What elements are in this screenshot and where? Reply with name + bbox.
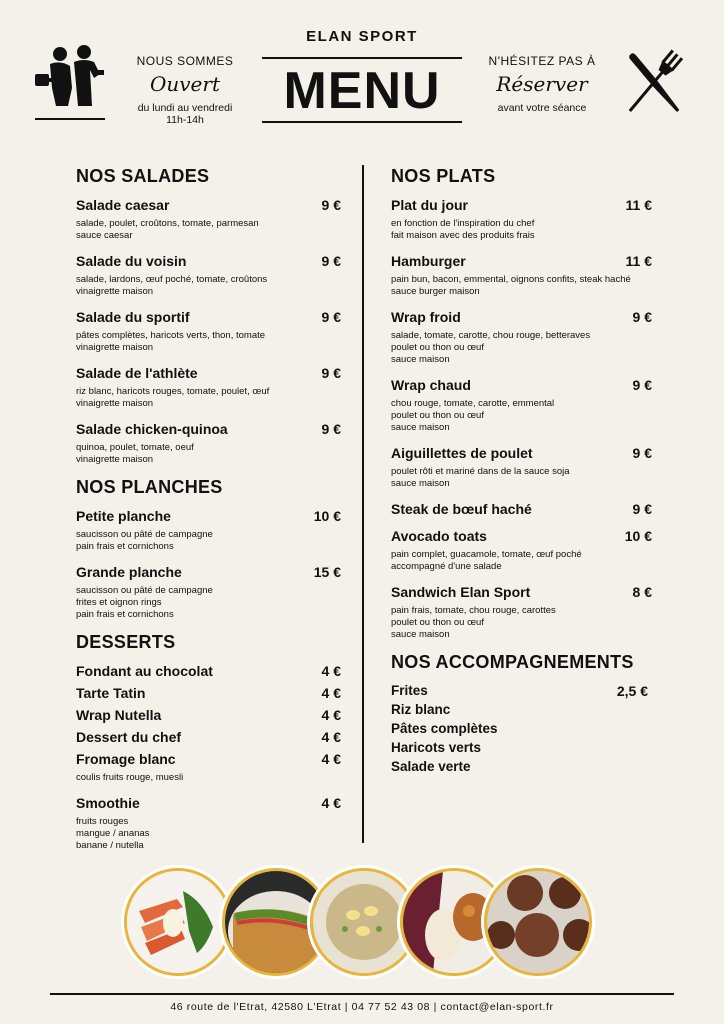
menu-item-name: Plat du jour [391,197,468,213]
menu-item-name: Fromage blanc [76,751,176,767]
description-line: pain bun, bacon, emmental, oignons confits, steak haché [391,274,631,285]
menu-item [76,197,341,242]
menu-item-row [76,729,341,745]
menu-item-price: 4 € [321,663,341,679]
description-line: fait maison avec des produits frais [391,230,535,241]
page-title: MENU [262,57,462,123]
description-line: salade, poulet, croûtons, tomate, parmesan [76,218,259,229]
menu-item-row [76,685,341,701]
section-title-planches: NOS PLANCHES [76,477,223,497]
header-title [262,28,462,123]
opening-label: NOUS SOMMES [136,54,234,68]
description-line: vinaigrette maison [76,286,154,297]
description-line: pain frais, tomate, chou rouge, carottes [391,605,556,616]
menu-item [76,365,341,410]
menu-item-row [76,309,341,325]
salades-list [76,197,341,466]
menu-item [391,445,652,490]
menu-item [76,663,341,679]
menu-item-price: 9 € [321,365,341,381]
menu-item-row [76,508,341,524]
side-dish-item: Riz blanc [391,702,451,717]
description-line: salade, tomate, carotte, chou rouge, betteraves [391,330,591,341]
menu-item [76,564,341,621]
description-line: en fonction de l'inspiration du chef [391,218,535,229]
menu-item-name: Salade caesar [76,197,170,213]
description-line: fruits rouges [76,816,129,827]
description-line: poulet ou thon ou œuf [391,410,484,421]
description-line: sauce maison [391,629,450,640]
menu-item-description [76,529,341,553]
menu-item [76,707,341,723]
description-line: saucisson ou pâté de campagne [76,585,213,596]
menu-item-row [76,707,341,723]
menu-item-description [391,274,652,298]
menu-item-description [76,816,341,852]
brand-name: ELAN SPORT [306,28,418,45]
accompagnements-list [391,683,652,774]
opening-script: Ouvert [149,72,220,96]
description-line: sauce maison [391,422,450,433]
menu-item-price: 4 € [321,729,341,745]
menu-item-description [391,605,652,641]
menu-item [391,309,652,366]
menu-item-price: 9 € [321,309,341,325]
menu-item-row [76,421,341,437]
menu-item-row [391,253,652,269]
description-line: banane / nutella [76,840,144,851]
menu-item-row [76,253,341,269]
menu-item-name: Sandwich Elan Sport [391,584,531,600]
description-line: pain complet, guacamole, tomate, œuf poché [391,549,582,560]
menu-item-description [76,274,341,298]
description-line: accompagné d'une salade [391,561,502,572]
menu-item [391,377,652,434]
planches-list [76,508,341,621]
menu-item [76,795,341,852]
description-line: poulet rôti et mariné dans de la sauce soja [391,466,570,477]
menu-item-row [391,445,652,461]
menu-item-row [391,377,652,393]
description-line: chou rouge, tomate, carotte, emmental [391,398,555,409]
menu-item-row [76,197,341,213]
description-line: mangue / ananas [76,828,150,839]
menu-item-row [76,795,341,811]
reservation-script: Réserver [496,72,588,96]
menu-item-name: Tarte Tatin [76,685,146,701]
menu-item-description [76,772,341,784]
menu-item-name: Grande planche [76,564,182,580]
menu-item-name: Dessert du chef [76,729,182,745]
menu-item-description [76,442,341,466]
menu-item-price: 8 € [632,584,652,600]
description-line: vinaigrette maison [76,398,154,409]
menu-item-description [76,386,341,410]
description-line: pain frais et cornichons [76,609,174,620]
opening-hours: 11h-14h [166,114,204,126]
description-line: sauce caesar [76,230,133,241]
footer-email[interactable]: contact@elan-sport.fr [440,1001,554,1013]
menu-item-price: 9 € [321,253,341,269]
description-line: sauce maison [391,354,450,365]
menu-item-price: 4 € [321,707,341,723]
menu-item-name: Avocado toats [391,528,487,544]
menu-item-name: Wrap Nutella [76,707,162,723]
menu-item-row [76,663,341,679]
menu-item-name: Petite planche [76,508,171,524]
food-photo-salmon [124,868,232,976]
menu-item [76,421,341,466]
footer-divider [50,993,674,995]
description-line: quinoa, poulet, tomate, oeuf [76,442,194,453]
menu-item-name: Hamburger [391,253,466,269]
menu-item [76,309,341,354]
menu-item [391,584,652,641]
menu-item-name: Salade de l'athlète [76,365,198,381]
accompagnements-price: 2,5 € [616,683,648,699]
menu-item-name: Salade du sportif [76,309,190,325]
fitness-logo-icon [32,44,108,122]
menu-item-price: 9 € [321,197,341,213]
menu-item-name: Wrap froid [391,309,461,325]
description-line: frites et oignon rings [76,597,162,608]
description-line: salade, lardons, œuf poché, tomate, croûtons [76,274,268,285]
side-dish-item: Salade verte [391,759,471,774]
menu-item-description [76,585,341,621]
menu-item [76,508,341,553]
reservation-note: avant votre séance [497,102,587,114]
left-column [76,166,341,863]
description-line: sauce burger maison [391,286,480,297]
menu-item-row [76,564,341,580]
menu-item-row [76,751,341,767]
menu-item-name: Wrap chaud [391,377,471,393]
menu-item-price: 4 € [321,795,341,811]
side-dish-item: Frites [391,683,428,698]
description-line: pain frais et cornichons [76,541,174,552]
description-line: poulet ou thon ou œuf [391,342,484,353]
side-dish-item: Pâtes complètes [391,721,498,736]
menu-item-description [76,218,341,242]
menu-item-description [391,398,652,434]
description-line: sauce maison [391,478,450,489]
menu-item-price: 9 € [632,501,652,517]
menu-item-price: 9 € [632,377,652,393]
menu-item [391,253,652,298]
menu-item-description [391,218,652,242]
menu-item-price: 9 € [632,309,652,325]
menu-item-row [391,528,652,544]
right-column [391,166,652,778]
menu-item [76,253,341,298]
menu-item [391,528,652,573]
side-dish-item: Haricots verts [391,740,482,755]
menu-item [76,729,341,745]
description-line: poulet ou thon ou œuf [391,617,484,628]
opening-days: du lundi au vendredi [137,102,233,114]
menu-item-row [76,365,341,381]
menu-item-price: 11 € [625,253,652,269]
description-line: vinaigrette maison [76,342,154,353]
menu-item-description [391,330,652,366]
menu-item-name: Aiguillettes de poulet [391,445,533,461]
section-title-salades: NOS SALADES [76,166,210,186]
reservation-label: N'HÉSITEZ PAS À [488,54,596,68]
footer-address: 46 route de l'Etrat, 42580 L'Etrat [170,1001,342,1013]
menu-item-name: Steak de bœuf haché [391,501,532,517]
menu-item-price: 9 € [321,421,341,437]
footer-phone[interactable]: 04 77 52 43 08 [351,1001,431,1013]
description-line: riz blanc, haricots rouges, tomate, poulet, œuf [76,386,270,397]
reservation-info [476,54,608,114]
menu-item-description [391,549,652,573]
menu-item-price: 9 € [632,445,652,461]
section-title-accompagnements: NOS ACCOMPAGNEMENTS [391,652,634,672]
food-photo-fondants [484,868,592,976]
description-line: coulis fruits rouge, muesli [76,772,184,783]
menu-item [76,751,341,784]
opening-info [120,54,250,126]
menu-item [391,501,652,517]
menu-item-price: 10 € [624,528,652,544]
menu-item-description [391,466,652,490]
plats-list [391,197,652,641]
menu-item-price: 10 € [313,508,341,524]
menu-item [76,685,341,701]
menu-item-name: Smoothie [76,795,140,811]
menu-item-name: Fondant au chocolat [76,663,213,679]
menu-item-row [391,309,652,325]
section-title-desserts: DESSERTS [76,632,176,652]
description-line: vinaigrette maison [76,454,154,465]
menu-item-price: 11 € [625,197,652,213]
description-line: saucisson ou pâté de campagne [76,529,213,540]
menu-item-name: Salade du voisin [76,253,187,269]
cutlery-icon [618,44,690,122]
description-line: pâtes complètes, haricots verts, thon, tomate [76,330,266,341]
desserts-list [76,663,341,852]
menu-item [391,197,652,242]
menu-item-row [391,584,652,600]
section-title-plats: NOS PLATS [391,166,496,186]
menu-item-row [391,501,652,517]
column-divider [362,165,364,843]
footer-contact: 46 route de l'Etrat, 42580 L'Etrat | 04 77 52 43 08 | contact@elan-sport.fr [170,1001,554,1013]
menu-item-description [76,330,341,354]
menu-item-price: 4 € [321,685,341,701]
menu-item-price: 4 € [321,751,341,767]
menu-item-name: Salade chicken-quinoa [76,421,228,437]
menu-item-price: 15 € [313,564,341,580]
menu-item-row [391,197,652,213]
